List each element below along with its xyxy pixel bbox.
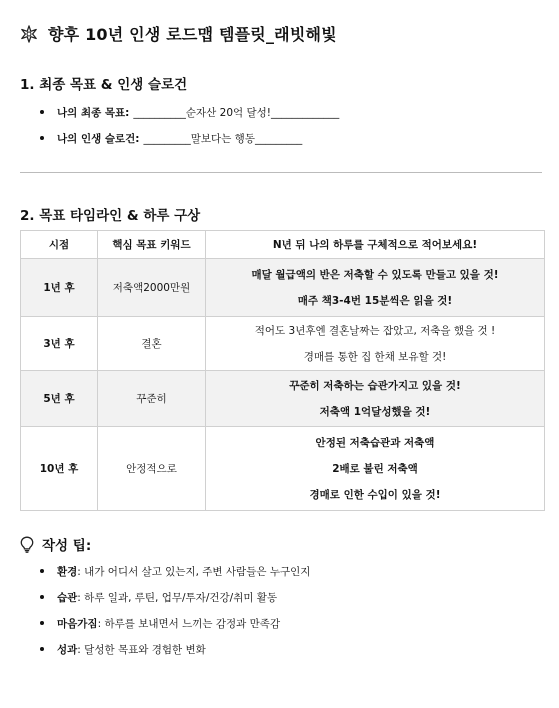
row-daily [206,317,545,371]
bullet-icon [40,110,44,114]
header-keyword: 핵심 목표 키워드 [98,231,206,259]
bullet-icon [40,569,44,573]
table-row [21,259,545,317]
daily-line: 안정된 저축습관과 저축액 [315,436,435,449]
tip-label: 습관 [57,591,78,604]
row-keyword: 꾸준히 [98,371,206,427]
header-daily: N년 뒤 나의 하루를 구체적으로 적어보세요! [206,231,545,259]
row-daily [206,371,545,427]
tip-text: : 하루 일과, 루틴, 업무/투자/건강/취미 활동 [77,591,278,604]
table-row [21,317,545,371]
section1-heading: 1. 최종 목표 & 인생 슬로건 [20,77,188,93]
row-keyword: 안정적으로 [98,427,206,511]
daily-line: 2배로 불린 저축액 [332,462,418,475]
row-daily [206,427,545,511]
table-row [21,371,545,427]
sparkle-icon [20,25,38,43]
header-period: 시점 [21,231,98,259]
table-row [21,427,545,511]
list-item [40,558,310,584]
table-header-row [21,231,545,259]
daily-line: 적어도 3년후엔 결혼날짜는 잡았고, 저축을 했을 것 ! [254,324,496,337]
row-keyword: 저축액2000만원 [98,259,206,317]
tip-text: : 내가 어디서 살고 있는지, 주변 사람들은 누구인지 [77,565,311,578]
lightbulb-icon [20,536,34,553]
row-daily [206,259,545,317]
item-value: __________순자산 20억 달성!_____________ [133,106,340,119]
row-keyword: 결혼 [98,317,206,371]
row-period: 3년 후 [21,317,98,371]
section2-heading: 2. 목표 타임라인 & 하루 구상 [20,208,201,224]
tips-list [40,558,310,662]
tips-heading-row [20,534,91,554]
timeline-table [20,230,545,511]
tip-text: : 달성한 목표와 경험한 변화 [77,643,206,656]
daily-line: 경매를 통한 집 한채 보유할 것! [303,350,447,363]
row-period: 10년 후 [21,427,98,511]
item-value: _________말보다는 행동_________ [143,132,303,145]
tip-label: 마음가짐 [57,617,98,630]
item-label: 나의 인생 슬로건: [57,132,140,145]
list-item [40,99,339,125]
tip-label: 환경 [57,565,78,578]
daily-line: 매달 월급액의 반은 저축할 수 있도록 만들고 있을 것! [251,268,499,281]
divider [20,172,542,173]
document-title: 향후 10년 인생 로드맵 템플릿_래빗해빛 [48,25,337,44]
bullet-icon [40,136,44,140]
document-title-row [20,22,337,45]
row-period: 1년 후 [21,259,98,317]
daily-line: 매주 책3-4번 15분씩은 읽을 것! [297,294,453,307]
tips-heading: 작성 팁: [42,538,92,554]
bullet-icon [40,647,44,651]
tip-text: : 하루를 보내면서 느끼는 감정과 만족감 [97,617,281,630]
list-item [40,125,339,151]
daily-line: 경매로 인한 수입이 있을 것! [309,488,441,501]
list-item [40,610,310,636]
daily-line: 저축액 1억달성했을 것! [319,405,431,418]
item-label: 나의 최종 목표: [57,106,130,119]
row-period: 5년 후 [21,371,98,427]
list-item [40,584,310,610]
bullet-icon [40,595,44,599]
section1-list [40,99,339,151]
daily-line: 꾸준히 저축하는 습관가지고 있을 것! [289,379,461,392]
tip-label: 성과 [57,643,78,656]
list-item [40,636,310,662]
bullet-icon [40,621,44,625]
